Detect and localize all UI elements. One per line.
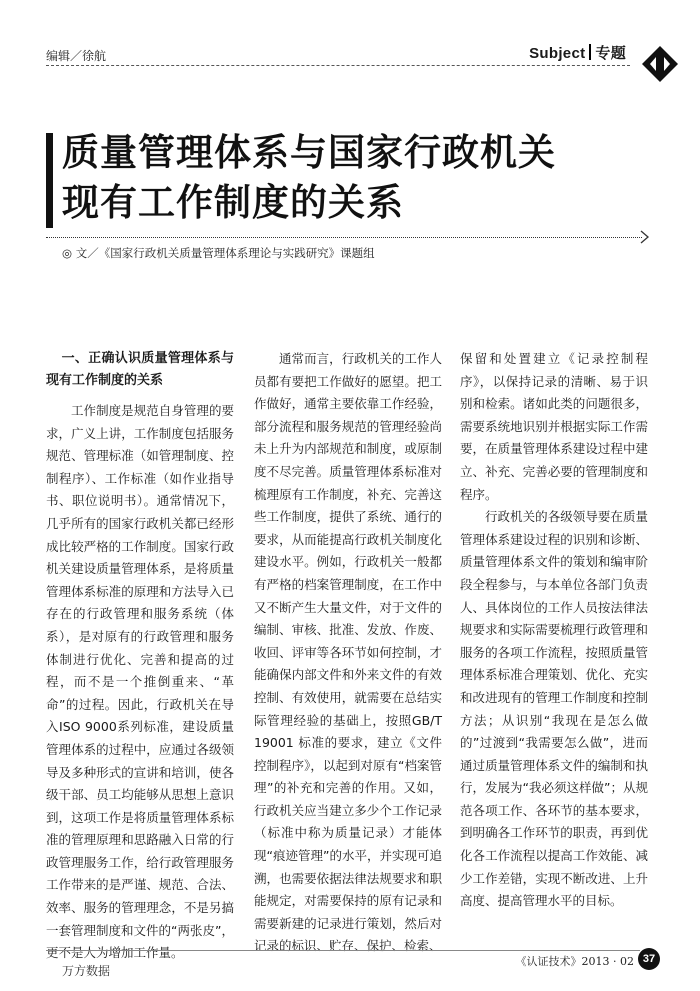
page-number: 37 xyxy=(638,948,660,970)
title-accent-bar xyxy=(46,133,53,228)
paragraph: 工作制度是规范自身管理的要求，广义上讲，工作制度包括服务规范、管理标准（如管理制度、控制程序）、工作标准（如作业指导书、职位说明书）。通常情况下，几乎所有的国家行政机关都已经形成比较严格的工作制度。国家行政机关建设质量管理体系，是将质量管理体系标准的原理和方法导入已存在的行政管理和服务系统（体系），是对原有的行政管理和服务体制进行优化、完善和提高的过程，而不是一个推倒重来、“革命”的过程。因此，行政机关在导入ISO 9000系列标准，建设质量管理体系的过程中，应通过各级领导及多种形式的宣讲和培训，使各级干部、员工均能够从思想上意识到，这项工作是将质量管理体系标准的管理原理和思路融入日常的行政管理服务工作，给行政管理服务工作带来的是严谨、规范、合法、效率、服务的管理理念，不是另搞一套管理制度和文件的“两张皮”，更不是人为增加工作量。 xyxy=(46,403,234,961)
title-line-2: 现有工作制度的关系 xyxy=(62,181,404,224)
topic-tag: 专题 xyxy=(595,45,626,62)
column-1 xyxy=(46,348,234,965)
section-label xyxy=(529,42,626,63)
article-title xyxy=(62,128,556,228)
diamond-arrows-icon xyxy=(642,46,678,82)
chevron-right-icon xyxy=(640,230,650,244)
column-3 xyxy=(460,348,648,913)
paragraph: 行政机关的各级领导要在质量管理体系建设过程的识别和诊断、质量管理体系文件的策划和编审阶段全程参与，与本单位各部门负责人、具体岗位的工作人员按法律法规要求和实际需要梳理行政管理和服务的各项工作流程，按照质量管理体系标准合理策划、优化、充实和改进现有的管理工作制度和控制方法；从识别“我现在是怎么做的”过渡到“我需要怎么做”，进而通过质量管理体系文件的编制和执行，发展为“我必须这样做”；从规范各项工作、各环节的基本要求，到明确各工作环节的职责，再到优化各工作流程以提高工作效能、减少工作差错，实现不断改进、上升高度、提高管理水平的目标。 xyxy=(460,509,648,909)
label-divider xyxy=(589,44,591,60)
title-line-1: 质量管理体系与国家行政机关 xyxy=(62,131,556,174)
title-divider xyxy=(46,237,642,238)
byline: ◎ 文／《国家行政机关质量管理体系理论与实践研究》课题组 xyxy=(62,246,375,260)
paragraph-continued: 保留和处置建立《记录控制程序》，以保持记录的清晰、易于识别和检索。诸如此类的问题很多，需要系统地识别并根据实际工作需要，在质量管理体系建设过程中建立、补充、完善必要的管理制度和程序。 xyxy=(460,351,648,502)
paragraph: 通常而言，行政机关的工作人员都有要把工作做好的愿望。把工作做好，通常主要依靠工作经验，部分流程和服务规范的管理经验尚未上升为内部规范和制度，或原制度不尽完善。质量管理体系标准对梳理原有工作制度，补充、完善这些工作制度，提供了系统、通行的要求，从而能提高行政机关制度化建设水平。例如，行政机关一般都有严格的档案管理制度，在工作中又不断产生大量文件，对于文件的编制、审核、批准、发放、作废、收回、评审等各环节如何控制，才能确保内部文件和外来文件的有效控制、有效使用，就需要在总结实际管理经验的基础上，按照GB/T 19001 标准的要求，建立《文件控制程序》，以起到对原有“档案管理”的补充和完善的作用。又如，行政机关应当建立多少个工作记录（标准中称为质量记录）才能体现“痕迹管理”的水平，并实现可追溯，也需要依据法律法规要求和职能规定，对需要保持的原有记录和需要新建的记录进行策划，然后对记录的标识、贮存、保护、检索、 xyxy=(254,351,442,954)
column-2 xyxy=(254,348,442,958)
subject-label: Subject xyxy=(529,45,586,62)
watermark: 万方数据 xyxy=(62,964,111,978)
editor-credit: 编辑／徐航 xyxy=(46,49,107,63)
section-heading: 一、正确认识质量管理体系与现有工作制度的关系 xyxy=(46,351,234,388)
journal-issue: 《认证技术》2013 · 02 xyxy=(515,955,634,968)
header-divider xyxy=(46,65,630,66)
footer-divider xyxy=(46,950,640,951)
